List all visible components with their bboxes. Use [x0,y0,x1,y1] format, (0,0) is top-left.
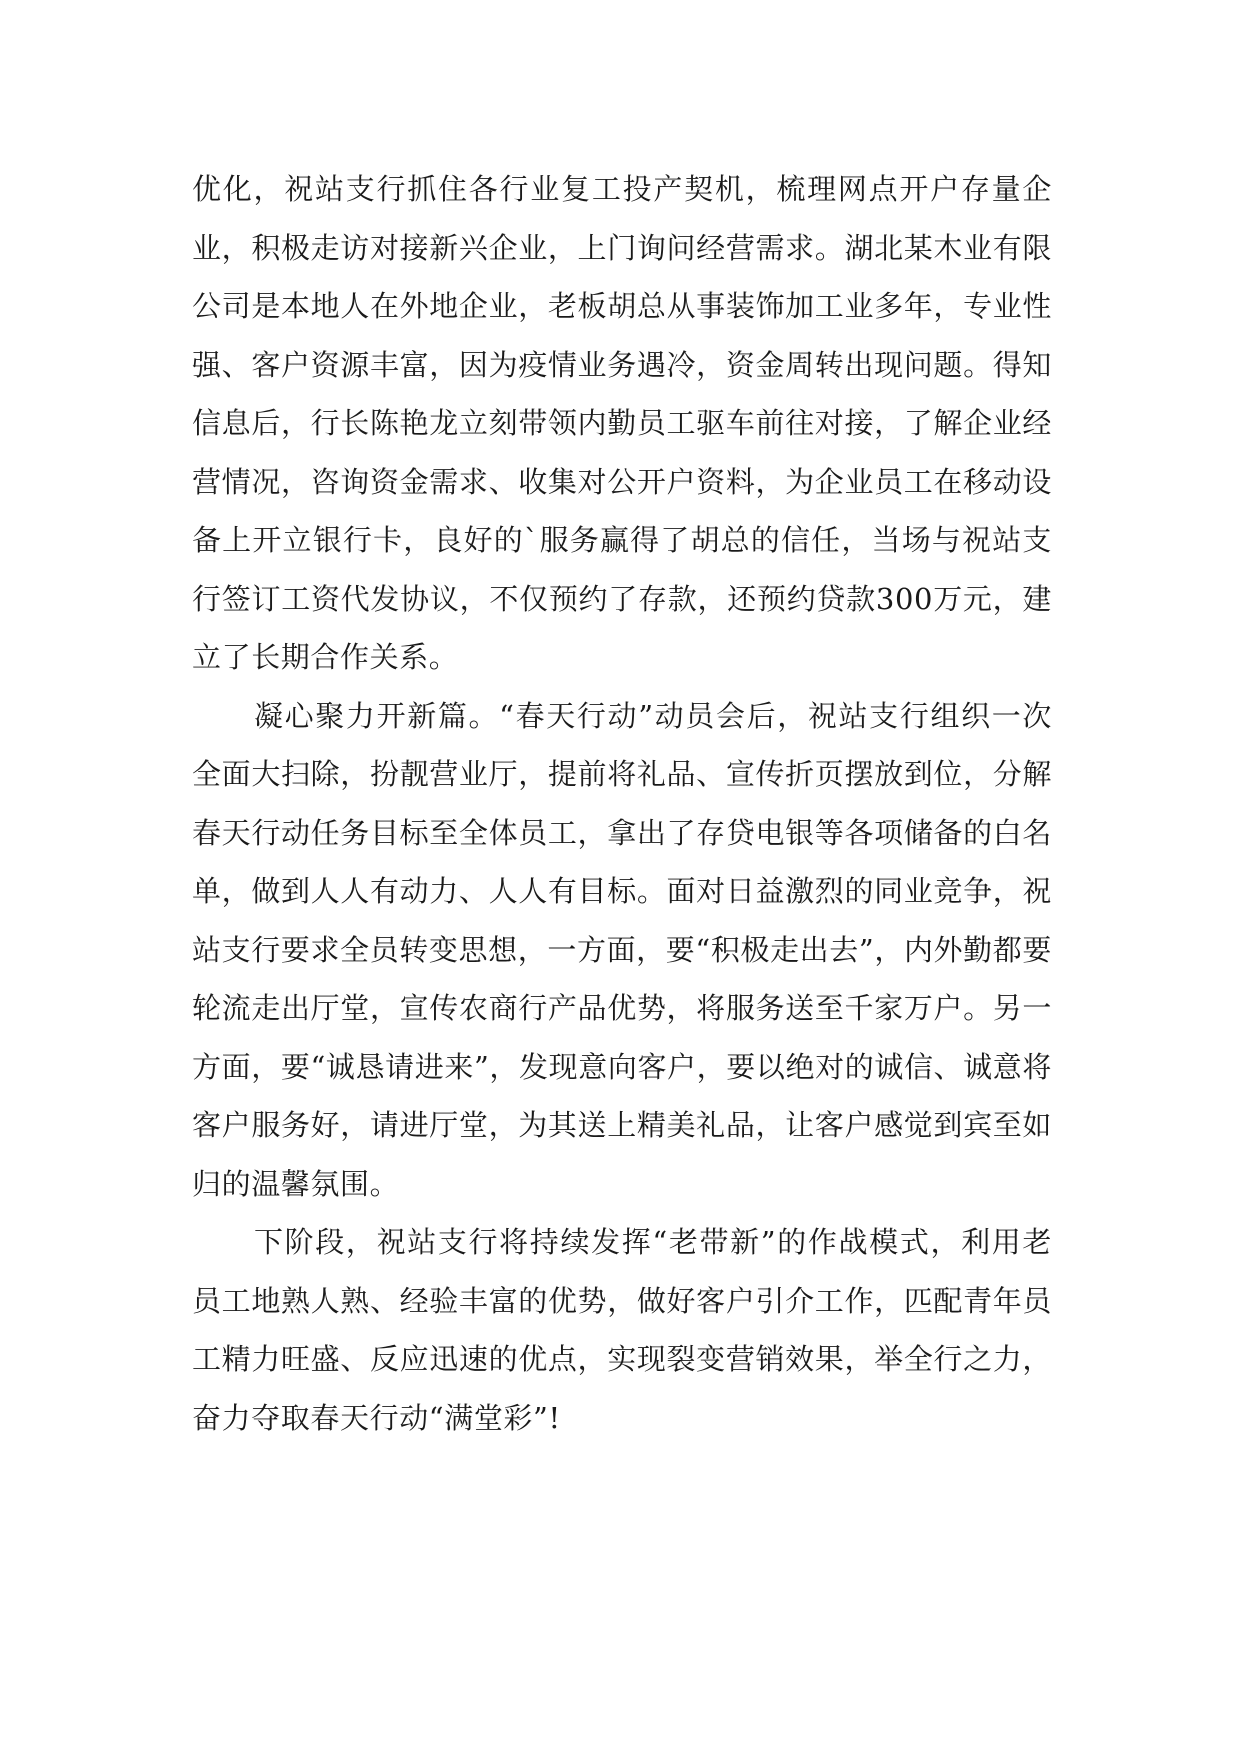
document-body [192,160,1052,1447]
paragraph-continued: 优化，祝站支行抓住各行业复工投产契机，梳理网点开户存量企业，积极走访对接新兴企业，上门询问经营需求。湖北某木业有限公司是本地人在外地企业，老板胡总从事装饰加工业多年，专业性强、客户资源丰富，因为疫情业务遇冷，资金周转出现问题。得知信息后，行长陈艳龙立刻带领内勤员工驱车前往对接，了解企业经营情况，咨询资金需求、收集对公开户资料，为企业员工在移动设备上开立银行卡，良好的`服务赢得了胡总的信任，当场与祝站支行签订工资代发协议，不仅预约了存款，还预约贷款300万元，建立了长期合作关系。 [192,172,1052,674]
paragraph: 凝心聚力开新篇。“春天行动”动员会后，祝站支行组织一次全面大扫除，扮靓营业厅，提前将礼品、宣传折页摆放到位，分解春天行动任务目标至全体员工，拿出了存贷电银等各项储备的白名单，做到人人有动力、人人有目标。面对日益激烈的同业竞争，祝站支行要求全员转变思想，一方面，要“积极走出去”，内外勤都要轮流走出厅堂，宣传农商行产品优势，将服务送至千家万户。另一方面，要“诚恳请进来”，发现意向客户，要以绝对的诚信、诚意将客户服务好，请进厅堂，为其送上精美礼品，让客户感觉到宾至如归的温馨氛围。 [192,698,1052,1201]
paragraph: 下阶段，祝站支行将持续发挥“老带新”的作战模式，利用老员工地熟人熟、经验丰富的优势，做好客户引介工作，匹配青年员工精力旺盛、反应迅速的优点，实现裂变营销效果，举全行之力，奋力夺取春天行动“满堂彩”! [192,1225,1052,1435]
